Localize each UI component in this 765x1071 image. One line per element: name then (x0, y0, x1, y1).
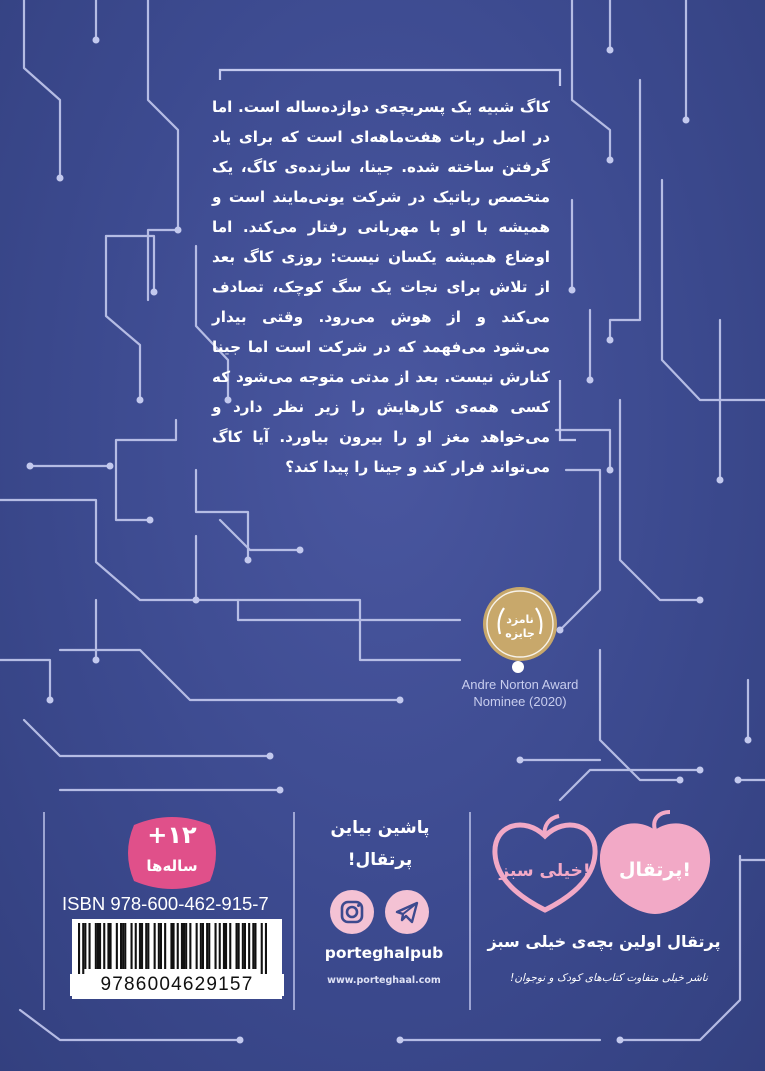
barcode-bar (219, 923, 221, 969)
age-label: ساله‌ها (146, 857, 198, 875)
barcode-bar (147, 923, 149, 969)
barcode-bar (78, 923, 80, 975)
barcode-bar (189, 923, 191, 969)
barcode-bar (107, 923, 109, 969)
social-title-line2: پرتقال! (347, 850, 413, 870)
award-seal-line1: نامزد (506, 613, 534, 626)
telegram-icon[interactable] (385, 890, 429, 934)
barcode-bar (160, 923, 162, 969)
barcode-bar (244, 923, 246, 969)
barcode-bar (84, 923, 86, 969)
porteghal-logo-text: پرتقال! (618, 859, 692, 881)
barcode-bar (215, 923, 217, 969)
barcode-bar (206, 923, 208, 969)
barcode-bar (95, 923, 97, 969)
barcode-bar (158, 923, 160, 969)
award-name-line1: Andre Norton Award (461, 677, 579, 692)
barcode-bar (183, 923, 185, 969)
barcode-bar (196, 923, 198, 969)
instagram-icon[interactable] (330, 890, 374, 934)
barcode-bar (116, 923, 118, 969)
award-seal-line2: جایزه (505, 627, 535, 640)
barcode-bar (124, 923, 126, 969)
porteghal-logo (590, 810, 720, 920)
barcode-bar (154, 923, 156, 969)
barcode-bar (242, 923, 244, 969)
award-seal-icon (482, 586, 558, 662)
award-name (430, 676, 610, 710)
barcode-bar (141, 923, 143, 969)
award-marker-dot (512, 661, 524, 673)
barcode-bar (89, 923, 91, 969)
barcode-bar (82, 923, 84, 975)
barcode-bar (181, 923, 183, 969)
khili-sabz-logo (485, 810, 605, 920)
barcode-bar (177, 923, 179, 969)
barcode-bar (254, 923, 256, 969)
barcode-bars (72, 919, 282, 975)
isbn-text: ISBN 978-600-462-915-7 (62, 893, 269, 914)
barcode-bar (170, 923, 172, 969)
barcode-bar (225, 923, 227, 969)
khili-sabz-logo-text: خیلی سبز! (499, 861, 591, 881)
barcode-bar (131, 923, 133, 969)
barcode-bar (265, 923, 267, 975)
barcode-bar (238, 923, 240, 969)
barcode-bar (208, 923, 210, 969)
publisher-subline: ناشر خیلی متفاوت کتاب‌های کودک و نوجوان! (510, 972, 708, 984)
barcode-bar (122, 923, 124, 969)
barcode-bar (99, 923, 101, 969)
social-title-line1: پاشین بیاین (330, 818, 430, 838)
barcode-bar (120, 923, 122, 969)
barcode-bar (223, 923, 225, 969)
barcode-bar (236, 923, 238, 969)
age-value: +۱۲ (147, 821, 197, 849)
barcode-bar (103, 923, 105, 969)
award-name-line2: Nominee (2020) (473, 694, 567, 709)
barcode-bar (110, 923, 112, 969)
website-link[interactable]: www.porteghaal.com (327, 975, 441, 986)
publisher-tagline: پرتقال اولین بچه‌ی خیلی سبز (487, 932, 721, 951)
barcode-bar (97, 923, 99, 969)
instagram-handle[interactable]: porteghalpub (324, 944, 444, 962)
synopsis-text: کاگ شبیه یک پسربچه‌ی دوازده‌ساله است. اما در اصل ربات هفت‌ماهه‌ای است که برای یاد گرفتن ساخته شده. جینا، سازنده‌ی کاگ، یک متخصص رباتیک در شرکت یونی‌مایند است و همیشه با او با مهربانی رفتار می‌کند. اما اوضاع همیشه یکسان نیست: روزی کاگ بعد از تلاش برای نجات یک سگ کوچک، تصادف می‌کند و از هوش می‌رود. وقتی بیدار می‌شود می‌فهمد که در شرکت است اما جینا کنارش نیست. بعد از مدتی متوجه می‌شود که کسی همه‌ی کارهایش را زیر نظر دارد و می‌خواهد مغز او را بیرون بیاورد. آیا کاگ می‌تواند فرار کند و جینا را پیدا کند؟ (212, 98, 550, 476)
barcode-bar (139, 923, 141, 969)
barcode-bar (229, 923, 231, 969)
barcode-bar (145, 923, 147, 969)
barcode-digits: 9786004629157 (70, 974, 284, 996)
barcode-bar (135, 923, 137, 969)
barcode-bar (202, 923, 204, 969)
barcode-bar (164, 923, 166, 969)
social-title (300, 812, 460, 876)
barcode-bar (261, 923, 263, 975)
barcode-bar (248, 923, 250, 969)
barcode-bar (200, 923, 202, 969)
barcode-bar (185, 923, 187, 969)
age-badge (126, 815, 218, 891)
barcode-bar (252, 923, 254, 969)
barcode-bar (173, 923, 175, 969)
